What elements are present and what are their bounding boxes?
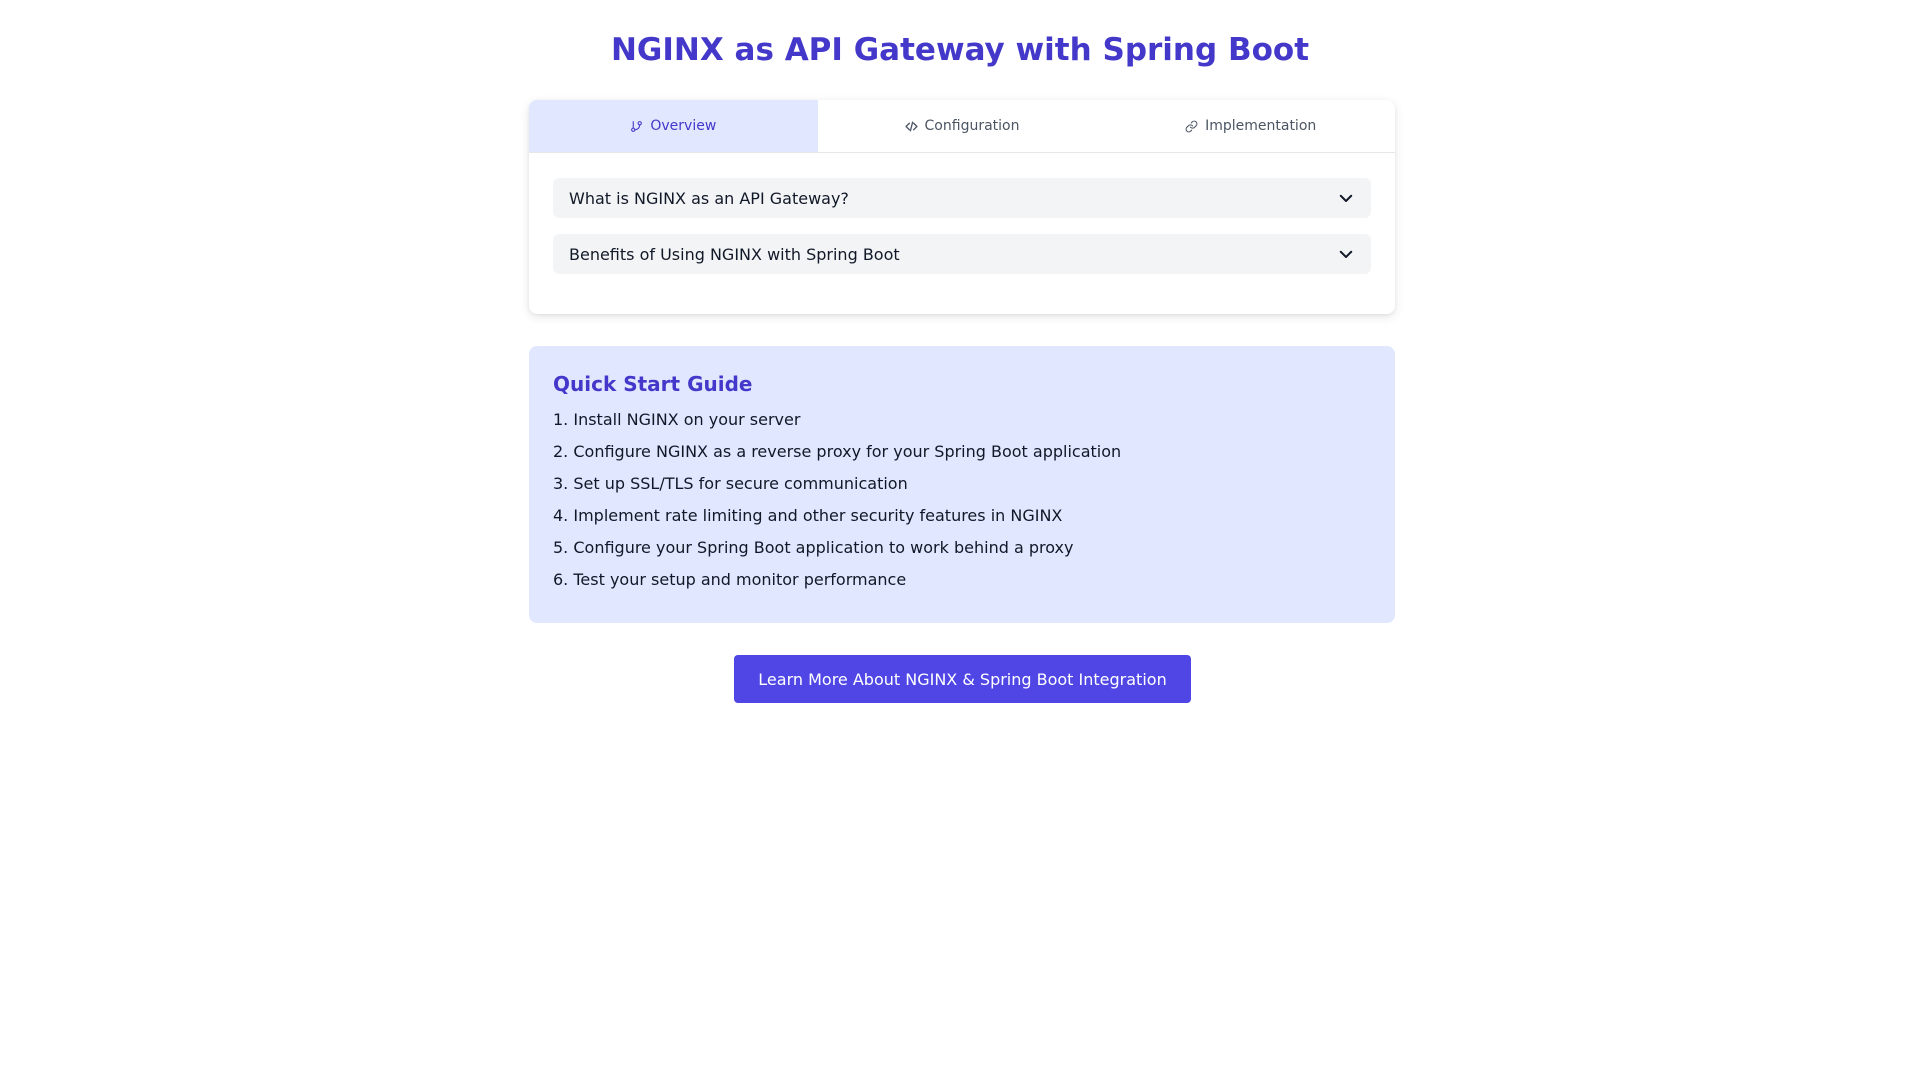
tab-label: Implementation bbox=[1205, 118, 1317, 134]
code-icon bbox=[905, 120, 918, 133]
chevron-down-icon bbox=[1337, 245, 1355, 263]
quick-start-step: 5. Configure your Spring Boot application to work behind a proxy bbox=[553, 538, 1074, 557]
page-title: NGINX as API Gateway with Spring Boot bbox=[610, 32, 1310, 68]
accordion-label: What is NGINX as an API Gateway? bbox=[569, 188, 849, 208]
quick-start-step: 1. Install NGINX on your server bbox=[553, 410, 801, 429]
quick-start-step: 2. Configure NGINX as a reverse proxy for your Spring Boot application bbox=[553, 442, 1122, 461]
learn-more-button[interactable]: Learn More About NGINX & Spring Boot Integration bbox=[734, 655, 1191, 703]
quick-start-step: 6. Test your setup and monitor performance bbox=[553, 570, 907, 589]
tab-bar bbox=[529, 100, 1395, 153]
tab-configuration[interactable] bbox=[818, 100, 1107, 152]
quick-start-step: 3. Set up SSL/TLS for secure communication bbox=[553, 474, 908, 493]
chevron-down-icon bbox=[1337, 189, 1355, 207]
tab-overview[interactable] bbox=[529, 100, 818, 152]
tab-label: Configuration bbox=[924, 118, 1020, 134]
quick-start-card bbox=[529, 346, 1395, 623]
quick-start-step: 4. Implement rate limiting and other security features in NGINX bbox=[553, 506, 1063, 525]
accordion-benefits[interactable] bbox=[553, 234, 1371, 274]
quick-start-title: Quick Start Guide bbox=[553, 372, 753, 396]
tab-content-overview bbox=[529, 153, 1395, 314]
tab-label: Overview bbox=[650, 118, 717, 134]
quick-start-steps bbox=[553, 410, 1371, 590]
tabs-card bbox=[529, 100, 1395, 314]
link-icon bbox=[1185, 120, 1198, 133]
git-branch-icon bbox=[630, 120, 643, 133]
accordion-label: Benefits of Using NGINX with Spring Boot bbox=[569, 244, 900, 264]
tab-implementation[interactable] bbox=[1106, 100, 1395, 152]
accordion-what-is-nginx[interactable] bbox=[553, 178, 1371, 218]
